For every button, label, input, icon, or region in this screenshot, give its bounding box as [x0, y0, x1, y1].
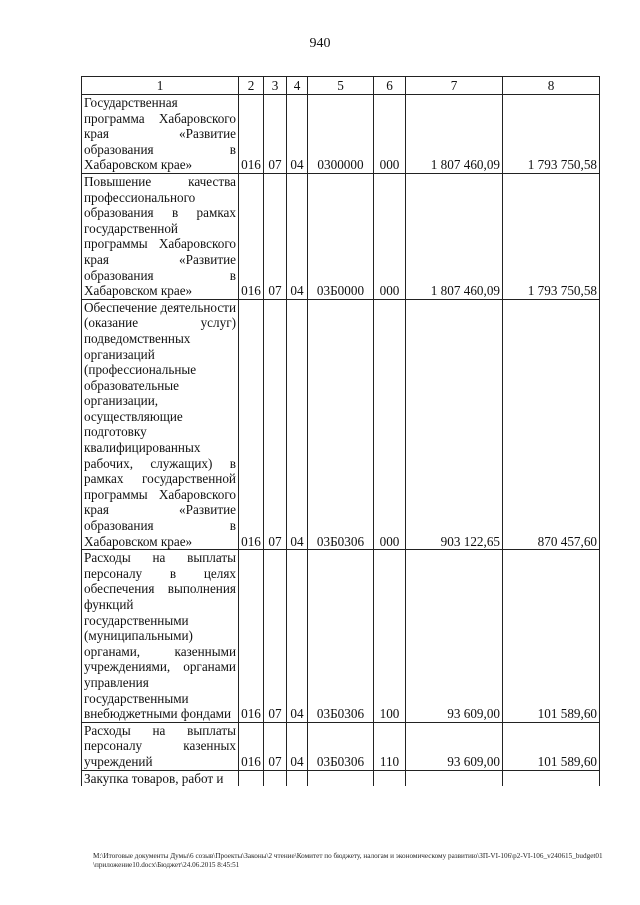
table-row [82, 95, 600, 174]
row-description: Обеспечение деятельности (оказание услуг) подведомственных организаций (профессиональные образовательные организации, осуществляющие подготовку квалифицированных рабочих, служащих) в рамках государственной программы Хабаровского края «Развитие образования в Хабаровском крае» [82, 299, 239, 550]
section-code: 07 [264, 95, 287, 174]
expense-type-code: 000 [374, 299, 406, 550]
target-article-code: 03Б0306 [308, 550, 374, 723]
header-cell: 4 [287, 77, 308, 95]
row-description: Государственная программа Хабаровского края «Развитие образования в Хабаровском крае» [82, 95, 239, 174]
amount-col7: 1 807 460,09 [406, 173, 503, 299]
target-article-code: 03Б0000 [308, 173, 374, 299]
header-cell: 3 [264, 77, 287, 95]
expense-type-code: 110 [374, 722, 406, 770]
target-article-code: 03Б0306 [308, 299, 374, 550]
expense-type-code: 000 [374, 173, 406, 299]
header-cell: 8 [503, 77, 600, 95]
amount-col7: 903 122,65 [406, 299, 503, 550]
table-row [82, 550, 600, 723]
header-cell: 7 [406, 77, 503, 95]
document-path-footer: M:\Итоговые документы Думы\6 созыв\Проекты\Законы\2 чтение\Комитет по бюджету, налогам и экономическому развитию\ЗП-VI-106\р2-VI-106_v240615_budget01\приложение10.docx\Бюджет\24.06.2015 8:45:51 [93, 852, 603, 869]
row-description: Повышение качества профессионального образования в рамках государственной программы Хабаровского края «Развитие образования в Хабаровском крае» [82, 173, 239, 299]
row-description: Расходы на выплаты персоналу в целях обеспечения выполнения функций государственными (муниципальными) органами, казенными учреждениями, органами управления государственными внебюджетными фондами [82, 550, 239, 723]
row-description: Расходы на выплаты персоналу казенных учреждений [82, 722, 239, 770]
amount-col7: 93 609,00 [406, 722, 503, 770]
header-cell: 1 [82, 77, 239, 95]
subsection-code: 04 [287, 299, 308, 550]
amount-col7: 1 807 460,09 [406, 95, 503, 174]
section-code: 07 [264, 550, 287, 723]
table-row [82, 299, 600, 550]
header-cell: 6 [374, 77, 406, 95]
target-article-code: 0300000 [308, 95, 374, 174]
budget-table [81, 76, 600, 786]
expense-type-code: 100 [374, 550, 406, 723]
ministry-code: 016 [239, 550, 264, 723]
amount-col8: 1 793 750,58 [503, 95, 600, 174]
header-cell: 2 [239, 77, 264, 95]
target-article-code: 03Б0306 [308, 722, 374, 770]
amount-col8: 101 589,60 [503, 550, 600, 723]
amount-col8: 1 793 750,58 [503, 173, 600, 299]
expense-type-code: 000 [374, 95, 406, 174]
table-header-row [82, 77, 600, 95]
ministry-code: 016 [239, 173, 264, 299]
amount-col8: 101 589,60 [503, 722, 600, 770]
ministry-code: 016 [239, 299, 264, 550]
section-code: 07 [264, 299, 287, 550]
subsection-code: 04 [287, 95, 308, 174]
subsection-code: 04 [287, 173, 308, 299]
row-description: Закупка товаров, работ и [82, 770, 239, 786]
table-row [82, 173, 600, 299]
amount-col7: 93 609,00 [406, 550, 503, 723]
subsection-code: 04 [287, 722, 308, 770]
ministry-code: 016 [239, 95, 264, 174]
subsection-code: 04 [287, 550, 308, 723]
section-code: 07 [264, 173, 287, 299]
amount-col8: 870 457,60 [503, 299, 600, 550]
section-code: 07 [264, 722, 287, 770]
table-row-partial [82, 770, 600, 786]
header-cell: 5 [308, 77, 374, 95]
page-number: 940 [309, 36, 331, 51]
table-row [82, 722, 600, 770]
ministry-code: 016 [239, 722, 264, 770]
